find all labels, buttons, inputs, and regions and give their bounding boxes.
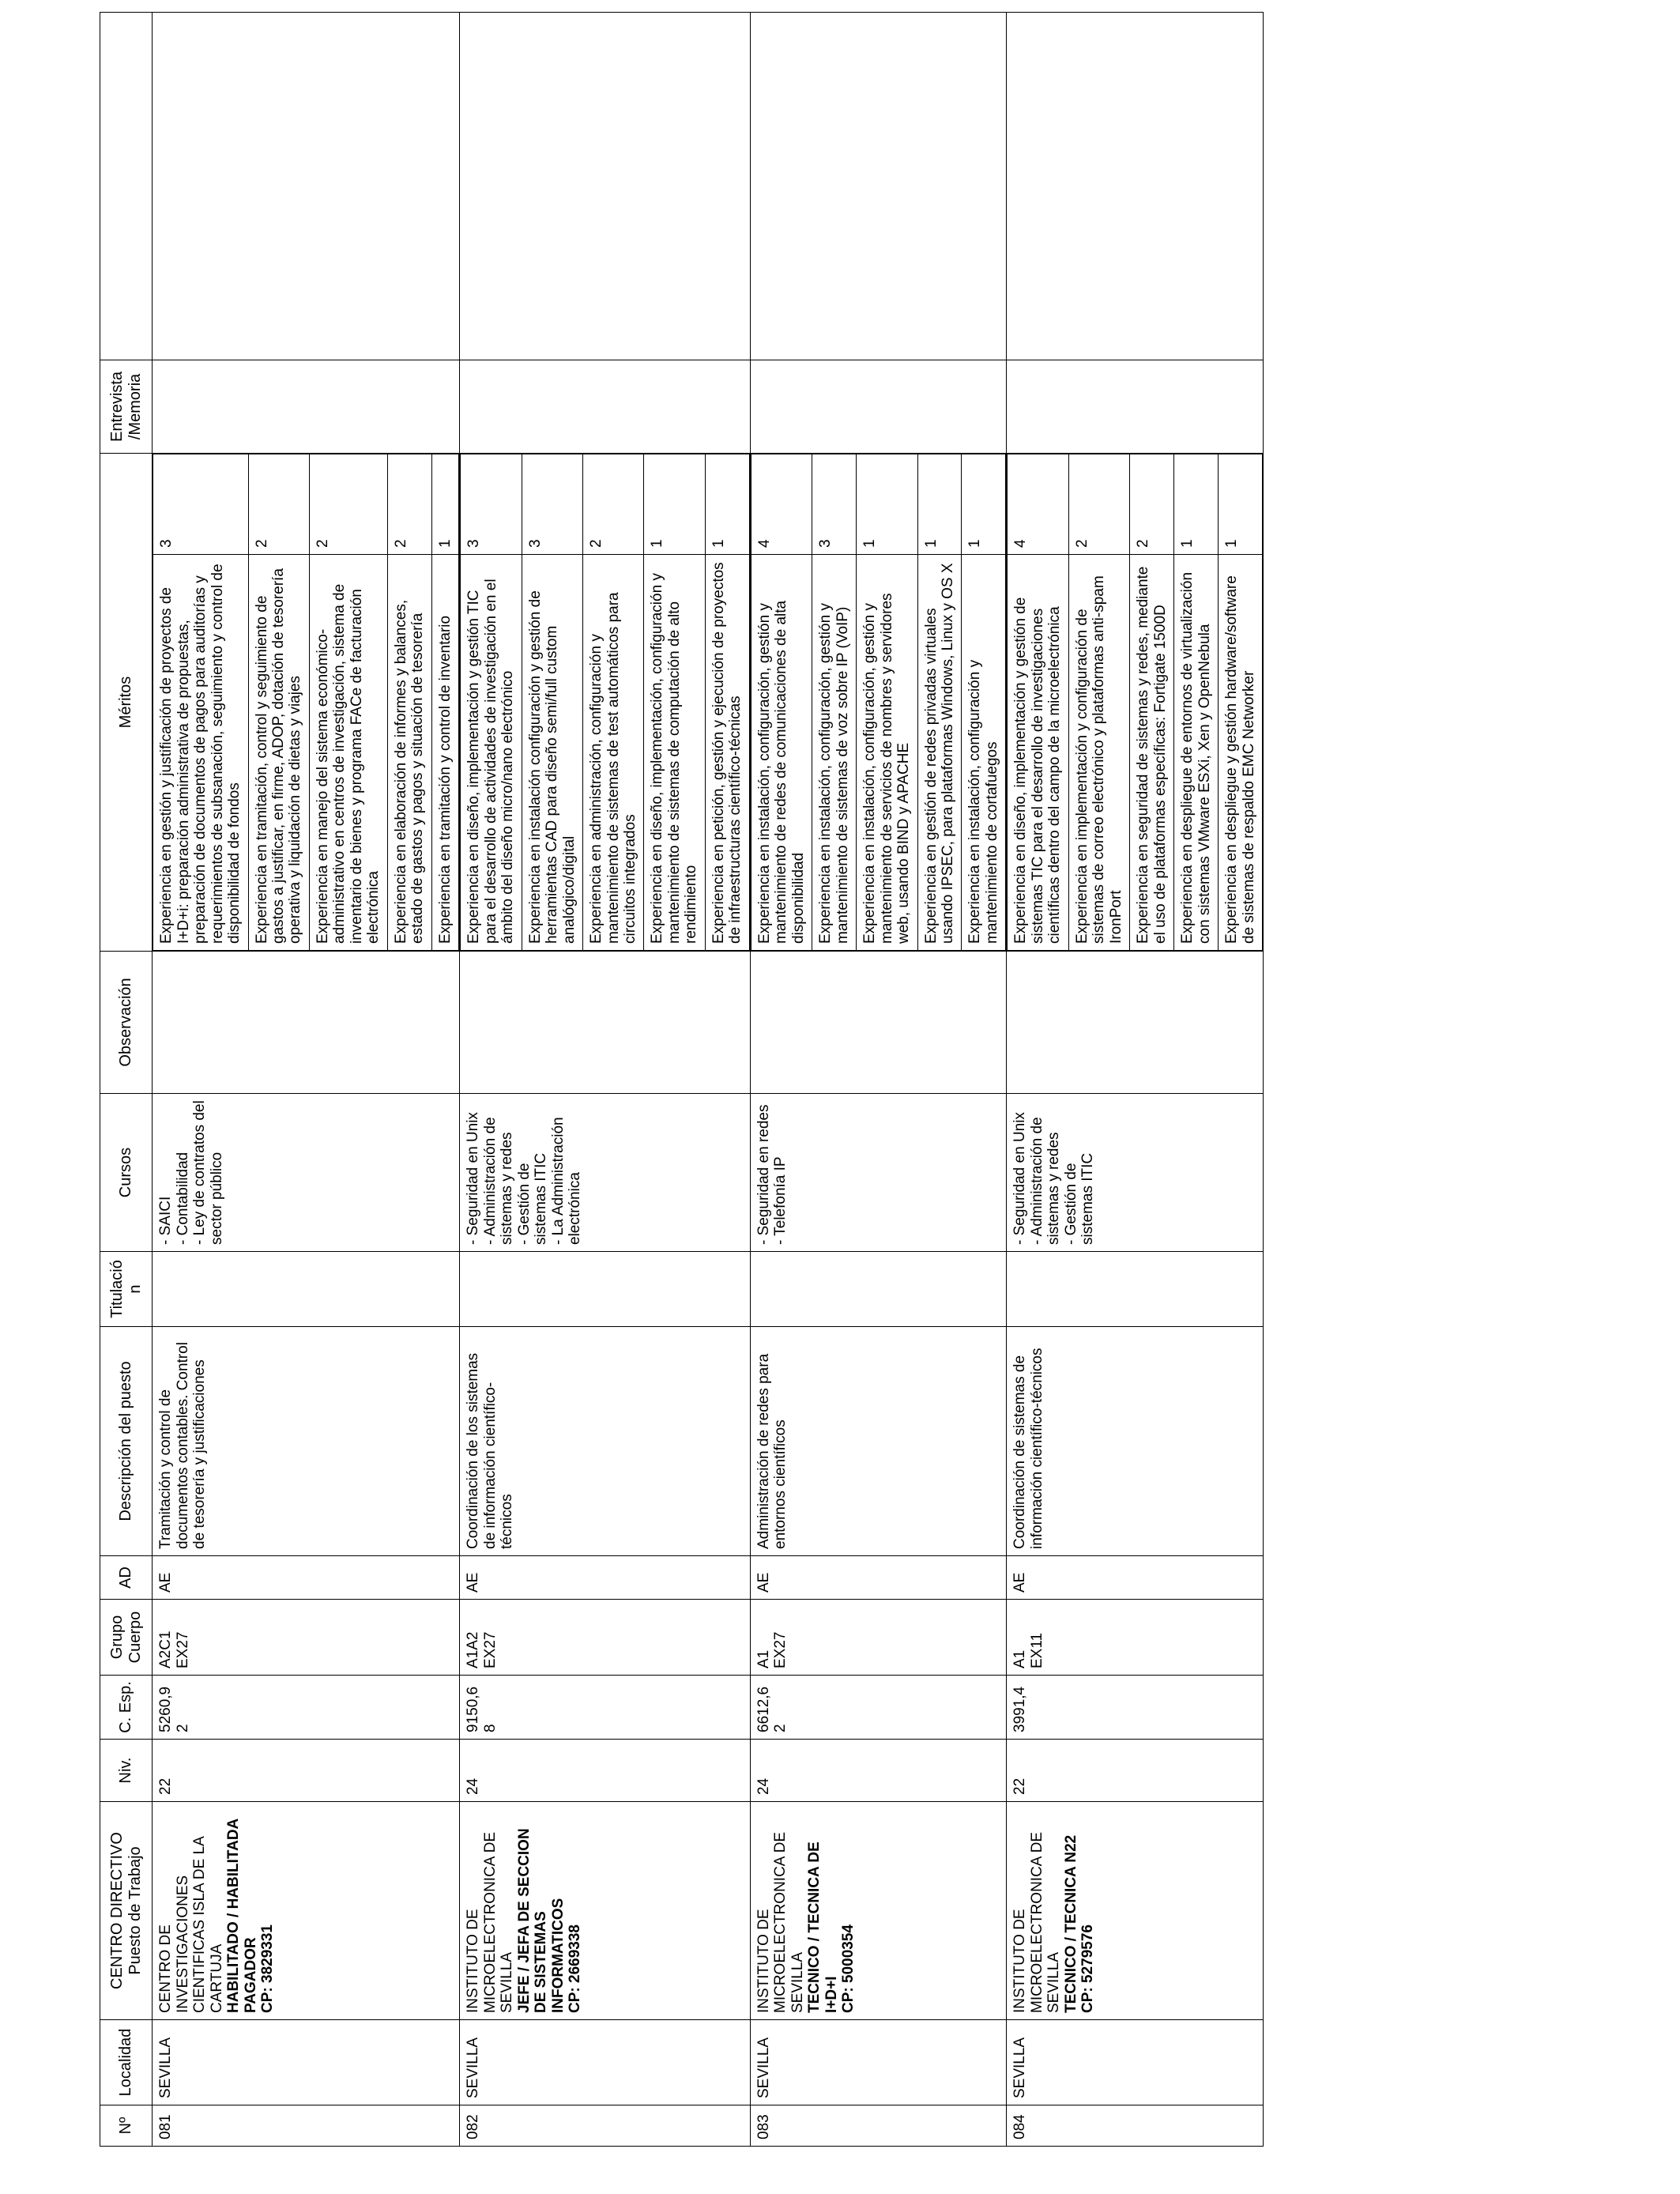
- merito-points: 4: [1008, 454, 1068, 555]
- curso-item: - Gestión de sistemas ITIC: [1062, 1152, 1097, 1245]
- merito-text: Experiencia en diseño, implementación, configuración y mantenimiento de sistemas de computación de alto rendimiento: [644, 555, 705, 951]
- cell-extra: [1007, 13, 1264, 360]
- merito-points: 1: [431, 454, 458, 555]
- cell-titulacion: [1007, 1252, 1264, 1327]
- merito-row: [1219, 454, 1263, 951]
- cell-grupo: [1007, 1600, 1264, 1676]
- merito-row: [812, 454, 857, 951]
- header-grupo: [100, 1600, 153, 1676]
- curso-item: - Seguridad en Unix: [1011, 1112, 1029, 1245]
- cell-localidad: SEVILLA: [153, 2020, 460, 2105]
- header-cesp: C. Esp.: [100, 1676, 153, 1740]
- merito-row: [1130, 454, 1174, 951]
- cell-niv: 22: [1007, 1740, 1264, 1802]
- header-entrevista-l1: Entrevista: [108, 371, 126, 442]
- merito-row: [153, 454, 248, 951]
- merito-row: [1068, 454, 1129, 951]
- cell-meritos: [460, 454, 751, 952]
- meritos-table: [153, 454, 459, 951]
- cell-observacion: [750, 952, 1007, 1094]
- merito-text: Experiencia en implementación y configuración de sistemas de correo electrónico y plataformas anti-spam IronPort: [1068, 555, 1129, 951]
- centro-name: INSTITUTO DE MICROELECTRONICA DE SEVILLA: [1011, 1831, 1063, 2013]
- header-centro-l1: CENTRO DIRECTIVO: [108, 1832, 126, 1989]
- cell-num: 084: [1007, 2105, 1264, 2147]
- cp-code: CP: 5279576: [1079, 1924, 1097, 2013]
- meritos-table: [1007, 454, 1263, 951]
- merito-points: 4: [751, 454, 812, 555]
- puesto-name: JEFE / JEFA DE SECCION DE SISTEMAS INFORMATICOS: [515, 1828, 567, 2013]
- cell-centro: [153, 1802, 460, 2020]
- merito-text: Experiencia en instalación, configuración y mantenimiento de cortafuegos: [962, 555, 1006, 951]
- merito-text: Experiencia en despliegue de entornos de virtualización con sistemas VMware ESXi, Xen y OpenNebula: [1174, 555, 1219, 951]
- centro-name: INSTITUTO DE MICROELECTRONICA DE SEVILLA: [755, 1831, 806, 2013]
- merito-points: 2: [583, 454, 644, 555]
- merito-text: Experiencia en tramitación y control de inventario: [431, 555, 458, 951]
- cell-cesp: 3991,4: [1007, 1676, 1264, 1740]
- puesto-name: TECNICO / TECNICA N22: [1062, 1834, 1079, 2013]
- merito-points: 1: [705, 454, 749, 555]
- merito-points: 1: [644, 454, 705, 555]
- merito-points: 2: [248, 454, 309, 555]
- header-centro: [100, 1802, 153, 2020]
- cell-meritos: [1007, 454, 1264, 952]
- cp-code: CP: 3829331: [259, 1924, 276, 2013]
- cell-centro: [1007, 1802, 1264, 2020]
- centro-name: CENTRO DE INVESTIGACIONES CIENTIFICAS ISLA DE LA CARTUJA: [157, 1837, 225, 2013]
- curso-item: - La Administración electrónica: [549, 1117, 584, 1245]
- header-row: [100, 13, 153, 2147]
- merito-points: 3: [461, 454, 522, 555]
- merito-points: 3: [522, 454, 582, 555]
- merito-text: Experiencia en administración, configuración y mantenimiento de sistemas de test automáticos para circuitos integrados: [583, 555, 644, 951]
- merito-points: 3: [812, 454, 857, 555]
- merito-points: 1: [1174, 454, 1219, 555]
- merito-text: Experiencia en despliegue y gestión hardware/software de sistemas de respaldo EMC Networker: [1219, 555, 1263, 951]
- meritos-table: [751, 454, 1007, 951]
- merito-row: [1008, 454, 1068, 951]
- cell-num: 083: [750, 2105, 1007, 2147]
- header-descripcion: Descripción del puesto: [100, 1327, 153, 1556]
- cell-extra: [153, 13, 460, 360]
- merito-text: Experiencia en instalación configuración y gestión de herramientas CAD para diseño semi/full custom analógico/digital: [522, 555, 582, 951]
- cell-cursos: [750, 1094, 1007, 1252]
- merito-row: [387, 454, 431, 951]
- cell-descripcion: Coordinación de los sistemas de información científico-técnicos: [460, 1327, 751, 1556]
- cell-observacion: [460, 952, 751, 1094]
- cell-cursos: [153, 1094, 460, 1252]
- cuerpo-value: EX11: [1028, 1632, 1045, 1668]
- curso-item: - Contabilidad: [174, 1152, 191, 1245]
- meritos-table: [460, 454, 750, 951]
- curso-item: - Administración de sistemas y redes: [481, 1117, 516, 1245]
- cell-num: 081: [153, 2105, 460, 2147]
- merito-text: Experiencia en gestión y justificación de proyectos de I+D+i: preparación administrativa de propuestas, preparación de documentos de pagos para auditorías y requerimientos de subsanación, seguimiento y control de disponibilidad de fondos: [153, 555, 248, 951]
- cell-localidad: SEVILLA: [1007, 2020, 1264, 2105]
- header-cursos: Cursos: [100, 1094, 153, 1252]
- table-row: [460, 13, 751, 2147]
- cell-entrevista: [460, 360, 751, 454]
- puesto-name: TECNICO / TECNICA DE I+D+I: [806, 1842, 840, 2013]
- cell-niv: 24: [460, 1740, 751, 1802]
- header-entrevista-l2: /Memoria: [126, 373, 144, 440]
- merito-row: [522, 454, 582, 951]
- table-row: [153, 13, 460, 2147]
- cell-extra: [460, 13, 751, 360]
- header-titulacion: Titulación: [100, 1252, 153, 1327]
- merito-row: [751, 454, 812, 951]
- merito-row: [644, 454, 705, 951]
- merito-row: [1174, 454, 1219, 951]
- merito-points: 2: [1130, 454, 1174, 555]
- header-grupo-l1: Grupo: [108, 1615, 126, 1660]
- merito-points: 3: [153, 454, 248, 555]
- cell-entrevista: [1007, 360, 1264, 454]
- merito-points: 1: [1219, 454, 1263, 555]
- merito-text: Experiencia en petición, gestión y ejecución de proyectos de infraestructuras científico-técnicas: [705, 555, 749, 951]
- cell-entrevista: [153, 360, 460, 454]
- cell-descripcion: Tramitación y control de documentos contables. Control de tesorería y justificaciones: [153, 1327, 460, 1556]
- puesto-name: HABILITADO / HABILITADA PAGADOR: [225, 1819, 259, 2013]
- cell-niv: 24: [750, 1740, 1007, 1802]
- cell-cursos: [1007, 1094, 1264, 1252]
- merito-row: [309, 454, 387, 951]
- header-niv: Niv.: [100, 1740, 153, 1802]
- cell-centro: [750, 1802, 1007, 2020]
- header-ad: AD: [100, 1556, 153, 1600]
- cell-descripcion: Coordinación de sistemas de información científico-técnicos: [1007, 1327, 1264, 1556]
- cell-observacion: [153, 952, 460, 1094]
- cell-ad: AE: [1007, 1556, 1264, 1600]
- merito-text: Experiencia en diseño, implementación y gestión TIC para el desarrollo de actividades de investigación en el ámbito del diseño micro/nano electrónico: [461, 555, 522, 951]
- curso-item: - Gestión de sistemas ITIC: [515, 1152, 550, 1245]
- merito-row: [857, 454, 917, 951]
- merito-points: 1: [962, 454, 1006, 555]
- cell-grupo: [153, 1600, 460, 1676]
- cell-grupo: [460, 1600, 751, 1676]
- cp-code: CP: 2669338: [567, 1924, 584, 2013]
- cell-niv: 22: [153, 1740, 460, 1802]
- grupo-value: A1: [1011, 1649, 1029, 1668]
- cell-cesp: 6612,62: [750, 1676, 1007, 1740]
- cell-centro: [460, 1802, 751, 2020]
- header-entrevista: [100, 360, 153, 454]
- cell-ad: AE: [153, 1556, 460, 1600]
- merito-row: [431, 454, 458, 951]
- cell-meritos: [153, 454, 460, 952]
- merito-text: Experiencia en diseño, implementación y gestión de sistemas TIC para el desarrollo de investigaciones científicas dentro del campo de la microelectrónica: [1008, 555, 1068, 951]
- cell-descripcion: Administración de redes para entornos científicos: [750, 1327, 1007, 1556]
- cell-meritos: [750, 454, 1007, 952]
- cell-localidad: SEVILLA: [750, 2020, 1007, 2105]
- header-meritos: Méritos: [100, 454, 153, 952]
- cell-ad: AE: [750, 1556, 1007, 1600]
- header-observacion: Observación: [100, 952, 153, 1094]
- cell-localidad: SEVILLA: [460, 2020, 751, 2105]
- cell-observacion: [1007, 952, 1264, 1094]
- merito-text: Experiencia en manejo del sistema económico-administrativo en centros de investigación, sistema de inventario de bienes y programa FACe de facturación electrónica: [309, 555, 387, 951]
- merito-row: [583, 454, 644, 951]
- merito-points: 1: [917, 454, 962, 555]
- curso-item: - Seguridad en redes: [755, 1104, 772, 1245]
- header-num: Nº: [100, 2105, 153, 2147]
- grupo-value: A1: [755, 1649, 772, 1668]
- cell-cursos: [460, 1094, 751, 1252]
- merito-text: Experiencia en instalación, configuración, gestión y mantenimiento de servicios de nombres y servidores web, usando BIND y APACHE: [857, 555, 917, 951]
- table-row: [1007, 13, 1264, 2147]
- cell-extra: [750, 13, 1007, 360]
- header-extra: [100, 13, 153, 360]
- cell-cesp: 5260,92: [153, 1676, 460, 1740]
- positions-table: [100, 12, 1264, 2147]
- curso-item: - Seguridad en Unix: [465, 1112, 482, 1245]
- merito-points: 2: [387, 454, 431, 555]
- cuerpo-value: EX27: [481, 1631, 499, 1668]
- table-row: [750, 13, 1007, 2147]
- merito-row: [917, 454, 962, 951]
- merito-text: Experiencia en seguridad de sistemas y redes, mediante el uso de plataformas específicas: Fortigate 1500D: [1130, 555, 1174, 951]
- merito-row: [705, 454, 749, 951]
- cp-code: CP: 5000354: [840, 1924, 857, 2013]
- header-localidad: Localidad: [100, 2020, 153, 2105]
- cell-entrevista: [750, 360, 1007, 454]
- curso-item: - Telefonía IP: [772, 1156, 789, 1245]
- header-centro-l2: Puesto de Trabajo: [126, 1846, 144, 1975]
- cuerpo-value: EX27: [174, 1631, 191, 1668]
- cell-titulacion: [750, 1252, 1007, 1327]
- cell-grupo: [750, 1600, 1007, 1676]
- merito-row: [461, 454, 522, 951]
- grupo-value: A2C1: [157, 1630, 175, 1668]
- merito-row: [248, 454, 309, 951]
- merito-text: Experiencia en instalación, configuración, gestión y mantenimiento de sistemas de voz sobre IP (VoIP): [812, 555, 857, 951]
- merito-points: 2: [309, 454, 387, 555]
- curso-item: - Ley de contratos del sector público: [191, 1100, 225, 1245]
- cell-num: 082: [460, 2105, 751, 2147]
- merito-text: Experiencia en elaboración de informes y balances, estado de gastos y pagos y situación de tesorería: [387, 555, 431, 951]
- cell-ad: AE: [460, 1556, 751, 1600]
- grupo-value: A1A2: [465, 1631, 482, 1668]
- merito-points: 2: [1068, 454, 1129, 555]
- cell-titulacion: [153, 1252, 460, 1327]
- merito-text: Experiencia en gestión de redes privadas virtuales usando IPSEC, para plataformas Windows, Linux y OS X: [917, 555, 962, 951]
- header-grupo-l2: Cuerpo: [126, 1611, 144, 1664]
- merito-points: 1: [857, 454, 917, 555]
- centro-name: INSTITUTO DE MICROELECTRONICA DE SEVILLA: [465, 1831, 516, 2013]
- cuerpo-value: EX27: [772, 1631, 789, 1668]
- merito-text: Experiencia en instalación, configuración, gestión y mantenimiento de redes de comunicaciones de alta disponibilidad: [751, 555, 812, 951]
- merito-row: [962, 454, 1006, 951]
- curso-item: - SAICI: [157, 1196, 175, 1245]
- curso-item: - Administración de sistemas y redes: [1028, 1117, 1063, 1245]
- cell-cesp: 9150,68: [460, 1676, 751, 1740]
- merito-text: Experiencia en tramitación, control y seguimiento de gastos a justificar, en firme, ADOP, dotación de tesorería operativa y liquidación de dietas y viajes: [248, 555, 309, 951]
- cell-titulacion: [460, 1252, 751, 1327]
